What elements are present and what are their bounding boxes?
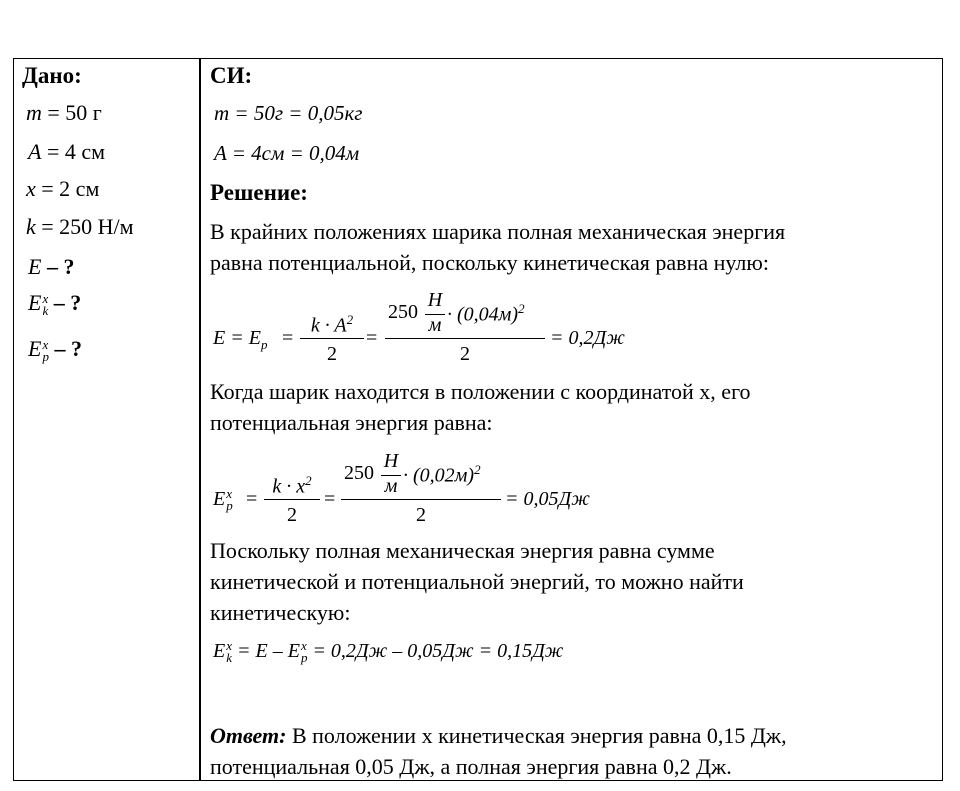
paragraph-2-line-2: потенциальная энергия равна: [210, 410, 493, 435]
given-header: Дано: [22, 63, 82, 88]
si-mass: m = 50г = 0,05кг [214, 101, 363, 125]
paragraph-3-line-1: Поскольку полная механическая энергия равна сумме [210, 538, 715, 563]
paragraph-3-line-3: кинетическую: [210, 600, 351, 625]
given-stiffness: k = 250 Н/м [26, 214, 134, 239]
solution-header: Решение: [210, 180, 308, 205]
given-amplitude: A = 4 см [28, 139, 106, 164]
given-find-potential: E x p – ? [28, 336, 82, 364]
given-find-energy: E – ? [28, 254, 75, 279]
given-mass: m = 50 г [26, 100, 102, 125]
si-amplitude: A = 4см = 0,04м [214, 141, 360, 165]
given-coordinate: x = 2 см [26, 176, 100, 201]
answer-line-1: Ответ: В положении х кинетическая энергия равна 0,15 Дж, [210, 723, 787, 748]
paragraph-2-line-1: Когда шарик находится в положении с координатой х, его [210, 379, 751, 404]
si-header: СИ: [210, 63, 253, 88]
paragraph-1-line-1: В крайних положениях шарика полная механическая энергия [210, 219, 786, 244]
column-divider [199, 58, 201, 781]
paragraph-3-line-2: кинетической и потенциальной энергий, то можно найти [210, 569, 744, 594]
equation-kinetic-energy: E x k = E – E x p = 0,2Дж – 0,05Дж = 0,15Дж [213, 638, 564, 666]
paragraph-1-line-2: равна потенциальной, поскольку кинетическая равна нулю: [210, 250, 769, 275]
answer-line-2: потенциальная 0,05 Дж, а полная энергия равна 0,2 Дж. [210, 754, 732, 779]
answer-label: Ответ: [210, 723, 287, 748]
given-find-kinetic: E x k – ? [28, 290, 82, 318]
